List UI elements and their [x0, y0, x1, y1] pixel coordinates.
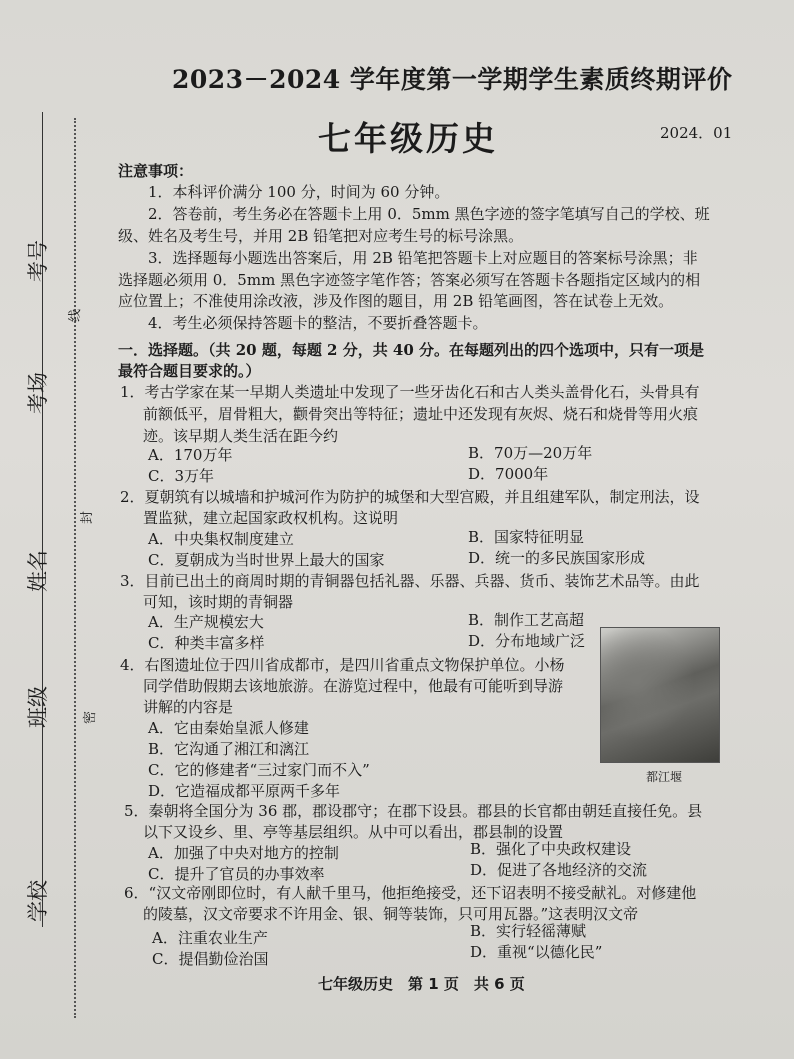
option-a: A．生产规模宏大 — [148, 613, 264, 631]
option-a: A．注重农业生产 — [152, 929, 268, 947]
photo-caption: 都江堰 — [646, 770, 683, 784]
notes-heading: 注意事项： — [118, 162, 194, 180]
question-stem: 4．右图遗址位于四川省成都市，是四川省重点文物保护单位。小杨 — [120, 656, 565, 674]
page-footer: 七年级历史 第 1 页 共 6 页 — [318, 975, 525, 993]
option-a: A．170万年 — [148, 446, 233, 464]
binding-label-exam-number: 考号 — [26, 240, 50, 282]
option-d: D．促进了各地经济的交流 — [470, 861, 648, 879]
dujiangyan-photo — [600, 627, 720, 763]
notes-line: 选择题必须用 0．5mm 黑色字迹签字笔作答；答案必须写在答题卡各题指定区域内的相 — [118, 271, 701, 289]
binding-label-school: 学校 — [26, 880, 50, 922]
question-stem: 1．考古学家在某一早期人类遗址中发现了一些牙齿化石和古人类头盖骨化石，头骨具有 — [120, 383, 700, 401]
notes-line: 2．答卷前，考生务必在答题卡上用 0．5mm 黑色字迹的签字笔填写自己的学校、班 — [148, 205, 710, 223]
seal-mark-line: 线 — [68, 308, 83, 322]
option-d: D．分布地域广泛 — [468, 632, 586, 650]
seal-mark-secret: 密 — [83, 710, 98, 724]
option-d: D．重视“以德化民” — [470, 943, 603, 961]
option-d: D．统一的多民族国家形成 — [468, 549, 646, 567]
question-stem: 置监狱，建立起国家政权机构。这说明 — [143, 509, 399, 527]
binding-label-exam-room: 考场 — [26, 372, 50, 414]
notes-line: 4．考生必须保持答题卡的整洁，不要折叠答题卡。 — [148, 314, 488, 332]
notes-line: 1．本科评价满分 100 分，时间为 60 分钟。 — [148, 183, 450, 201]
option-b: B．它沟通了湘江和漓江 — [148, 740, 310, 758]
option-b: B．制作工艺高超 — [468, 611, 585, 629]
option-c: C．提升了官员的办事效率 — [148, 865, 325, 883]
option-d: D．它造福成都平原两千多年 — [148, 782, 341, 800]
binding-label-name: 姓名 — [26, 550, 50, 592]
option-a: A．中央集权制度建立 — [148, 530, 294, 548]
section-heading: 一．选择题。（共 20 题，每题 2 分，共 40 分。在每题列出的四个选项中，只有一项是 — [118, 341, 705, 359]
question-stem: 的陵墓，汉文帝要求不许用金、银、铜等装饰，只可用瓦器。”这表明汉文帝 — [143, 905, 639, 923]
notes-line: 级、姓名及考生号，并用 2B 铅笔把对应考生号的标号涂黑。 — [118, 227, 524, 245]
question-stem: 2．夏朝筑有以城墙和护城河作为防护的城堡和大型宫殿，并且组建军队，制定刑法，设 — [120, 488, 700, 506]
binding-label-class: 班级 — [26, 686, 50, 728]
option-a: A．它由秦始皇派人修建 — [148, 719, 309, 737]
binding-line — [42, 112, 43, 927]
exam-date: 2024．01 — [660, 124, 733, 142]
option-a: A．加强了中央对地方的控制 — [148, 844, 339, 862]
option-c: C．3万年 — [148, 467, 215, 485]
question-stem: 6．“汉文帝刚即位时，有人献千里马，他拒绝接受，还下诏表明不接受献礼。对修建他 — [124, 884, 697, 902]
section-heading-cont: 最符合题目要求的。） — [118, 362, 261, 380]
question-stem: 可知，该时期的青铜器 — [143, 593, 294, 611]
exam-title: 2023－2024 学年度第一学期学生素质终期评价 — [172, 65, 733, 94]
question-stem: 5．秦朝将全国分为 36 郡，郡设郡守；在郡下设县。郡县的长官都由朝廷直接任免。县 — [124, 802, 703, 820]
option-c: C．提倡勤俭治国 — [152, 950, 269, 968]
seal-dotted-line — [74, 118, 76, 1018]
seal-mark-seal: 封 — [80, 510, 95, 524]
subject-title: 七年级历史 — [318, 119, 498, 158]
question-stem: 迹。该早期人类生活在距今约 — [143, 427, 339, 445]
question-stem: 前额低平，眉骨粗大，颧骨突出等特征；遗址中还发现有灰烬、烧石和烧骨等用火痕 — [143, 405, 699, 423]
option-b: B．国家特征明显 — [468, 528, 585, 546]
option-b: B．实行轻徭薄赋 — [470, 922, 587, 940]
question-stem: 同学借助假期去该地旅游。在游览过程中，他最有可能听到导游 — [143, 677, 564, 695]
notes-line: 3．选择题每小题选出答案后，用 2B 铅笔把答题卡上对应题目的答案标号涂黑；非 — [148, 249, 698, 267]
option-c: C．它的修建者“三过家门而不入” — [148, 761, 370, 779]
option-c: C．种类丰富多样 — [148, 634, 265, 652]
option-b: B．强化了中央政权建设 — [470, 840, 632, 858]
question-stem: 讲解的内容是 — [143, 698, 234, 716]
option-b: B．70万—20万年 — [468, 444, 593, 462]
option-c: C．夏朝成为当时世界上最大的国家 — [148, 551, 385, 569]
option-d: D．7000年 — [468, 465, 549, 483]
question-stem: 以下又设乡、里、亭等基层组织。从中可以看出，郡县制的设置 — [143, 823, 564, 841]
question-stem: 3．目前已出土的商周时期的青铜器包括礼器、乐器、兵器、货币、装饰艺术品等。由此 — [120, 572, 700, 590]
notes-line: 应位置上；不准使用涂改液，涉及作图的题目，用 2B 铅笔画图，答在试卷上无效。 — [118, 292, 674, 310]
